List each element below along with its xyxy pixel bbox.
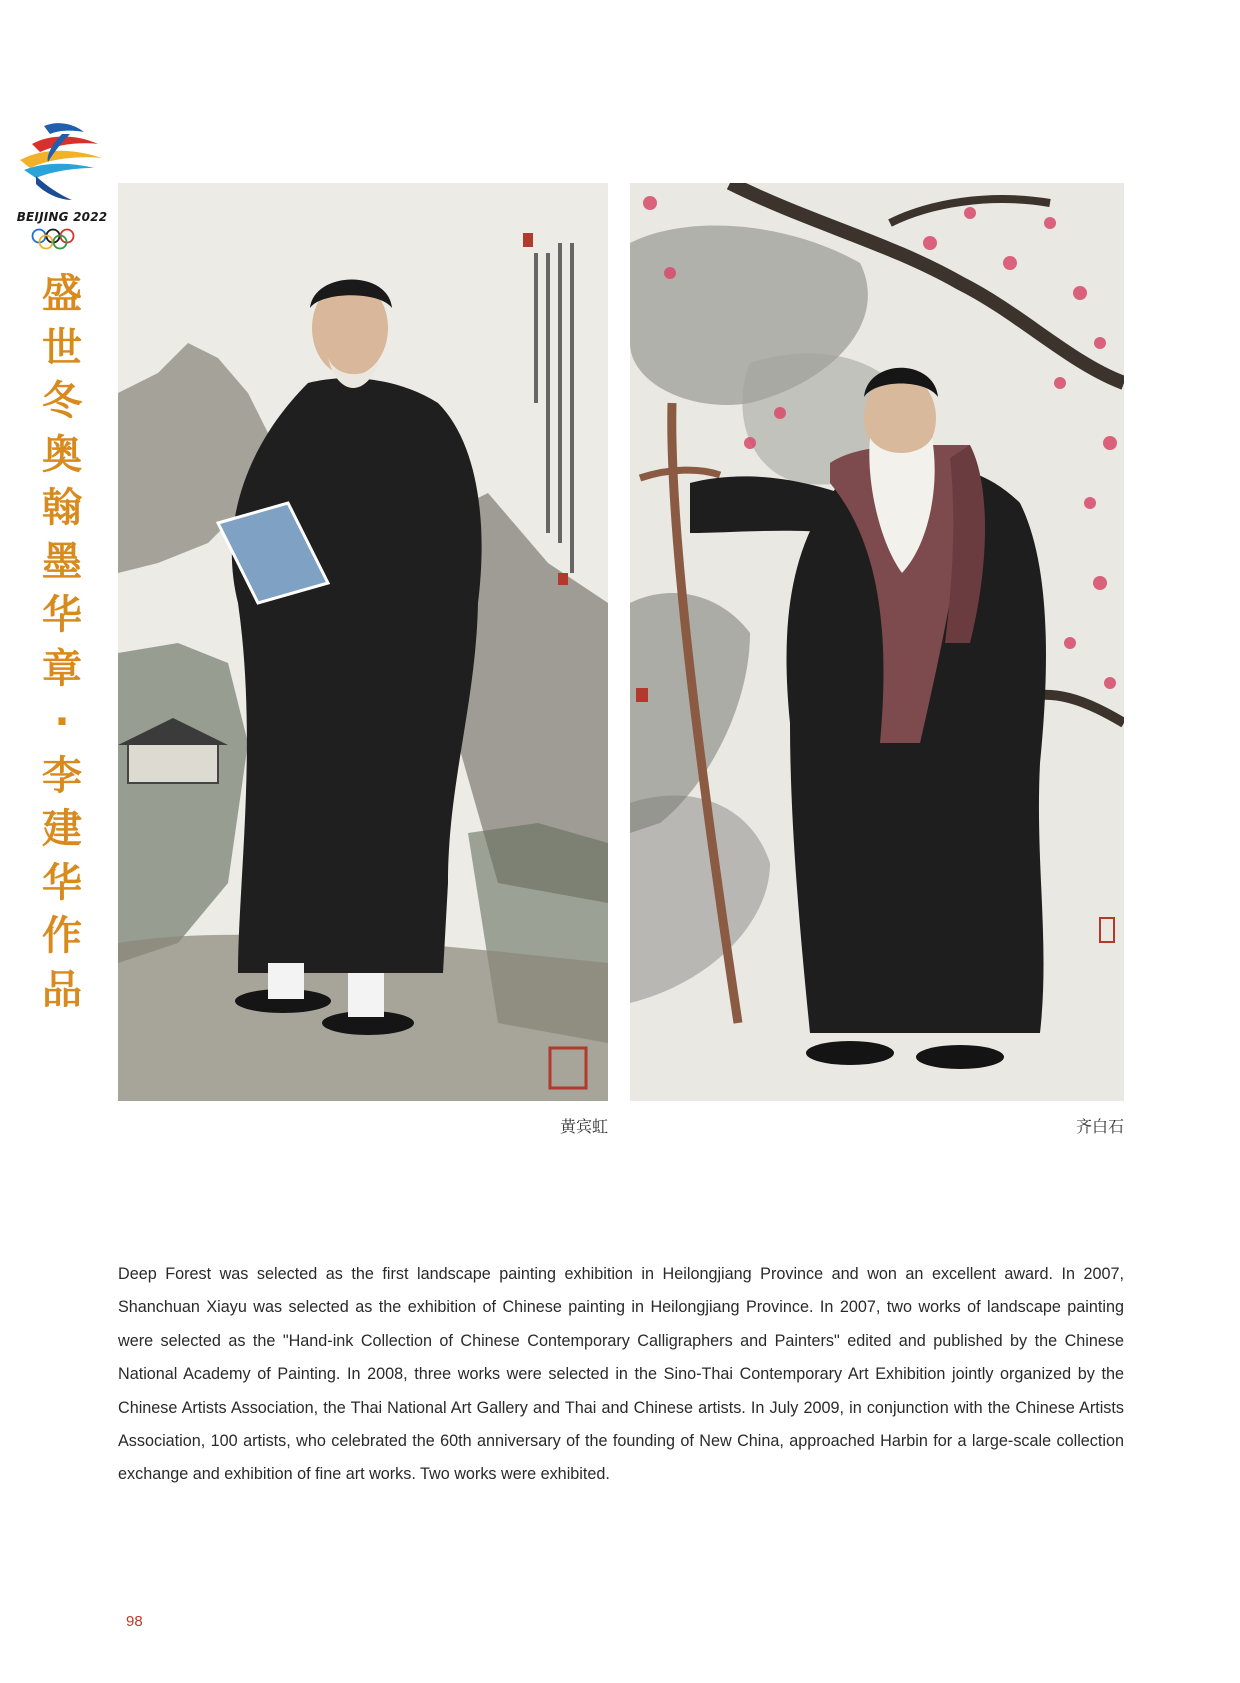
title-char: 品	[42, 966, 82, 1013]
painting-left-caption: 黄宾虹	[559, 1117, 608, 1136]
painting-right-caption: 齐白石	[1075, 1117, 1124, 1136]
title-char: ·	[54, 699, 70, 745]
title-char: 盛	[42, 271, 82, 317]
painting-right	[630, 183, 1124, 1101]
title-char: 冬	[42, 378, 82, 424]
ink-portrait-scholar-landscape-icon	[118, 183, 608, 1101]
vertical-section-title	[34, 268, 90, 1017]
page-number: 98	[126, 1613, 143, 1630]
title-char: 李	[42, 752, 82, 799]
ink-portrait-plum-blossom-icon	[630, 183, 1124, 1101]
title-char: 华	[42, 592, 82, 638]
olympic-rings-icon	[30, 228, 88, 250]
body-paragraph: Deep Forest was selected as the first landscape painting exhibition in Heilongjiang Province and won an excellent award. In 2007, Shanchuan Xiayu was selected as the exhibition of Chinese painting in Heilongjiang Province. In 2007, two works of landscape painting were selected as the "Hand-ink Collection of Chinese Contemporary Calligraphers and Painters" edited and published by the Chinese National Academy of Painting. In 2008, three works were selected in the Sino-Thai Contemporary Art Exhibition jointly organized by the Chinese Artists Association, the Thai National Art Gallery and Thai and Chinese artists. In July 2009, in conjunction with the Chinese Artists Association, 100 artists, who celebrated the 60th anniversary of the founding of New China, approached Harbin for a large-scale collection exchange and exhibition of fine art works. Two works were exhibited.	[118, 1265, 1124, 1484]
title-char: 华	[42, 859, 82, 906]
beijing-2022-emblem-icon	[14, 118, 106, 210]
title-char: 作	[42, 913, 82, 959]
painting-left	[118, 183, 608, 1101]
logo-text: BEIJING 2022	[16, 210, 108, 224]
beijing-2022-logo	[14, 118, 106, 258]
title-char: 世	[42, 324, 82, 371]
title-char: 建	[42, 806, 82, 852]
title-char: 翰	[42, 485, 82, 531]
title-char: 墨	[42, 538, 82, 585]
title-char: 奥	[42, 431, 82, 478]
title-char: 章	[42, 645, 82, 692]
